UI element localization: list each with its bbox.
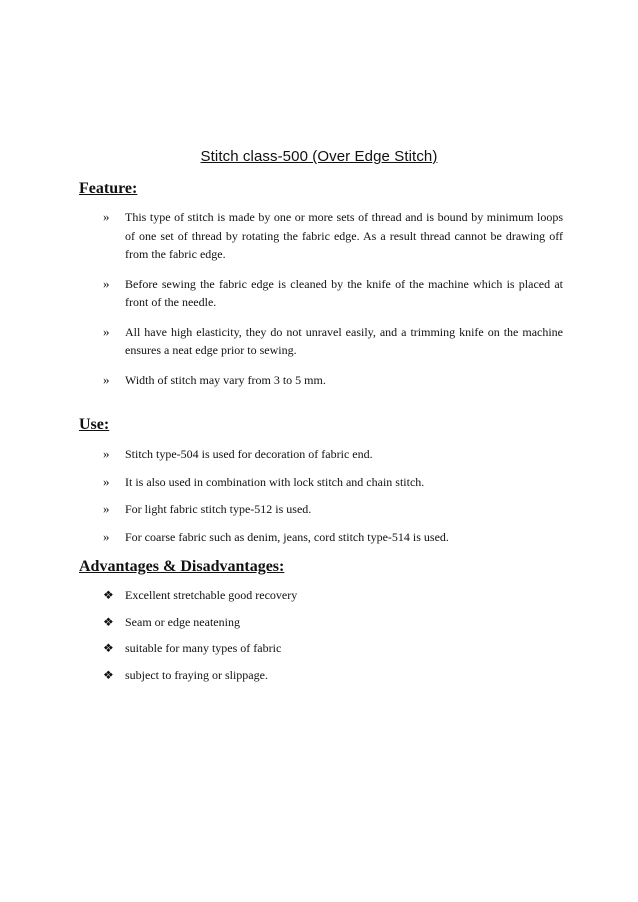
list-item — [103, 473, 563, 492]
list-item-text: This type of stitch is made by one or more sets of thread and is bound by minimum loops of one set of thread by rotating the fabric edge. As a result thread cannot be drawing off from the fabric edge. — [125, 210, 563, 261]
advantages-list — [103, 586, 563, 684]
list-item — [103, 208, 563, 264]
list-item-text: It is also used in combination with lock stitch and chain stitch. — [125, 474, 425, 489]
list-item — [103, 323, 563, 360]
chevron-right-icon: » — [103, 501, 110, 516]
use-list — [103, 445, 563, 546]
list-item-text: All have high elasticity, they do not unravel easily, and a trimming knife on the machine ensures a neat edge prior to sewing. — [125, 324, 563, 357]
feature-list — [103, 208, 563, 389]
page-title: Stitch class-500 (Over Edge Stitch) — [200, 148, 438, 165]
chevron-right-icon: » — [103, 275, 110, 291]
diamond-bullet-icon: ❖ — [103, 641, 114, 655]
list-item — [103, 666, 563, 685]
list-item — [103, 500, 563, 519]
list-item-text: subject to fraying or slippage. — [125, 667, 268, 682]
list-item-text: suitable for many types of fabric — [125, 641, 282, 655]
feature-heading: Feature: — [79, 180, 138, 197]
diamond-bullet-icon: ❖ — [103, 614, 114, 629]
chevron-right-icon: » — [103, 528, 110, 544]
chevron-right-icon: » — [103, 473, 110, 489]
list-item — [103, 639, 563, 658]
list-item — [103, 613, 563, 632]
chevron-right-icon: » — [103, 209, 110, 224]
chevron-right-icon: » — [103, 446, 110, 461]
list-item-text: For coarse fabric such as denim, jeans, cord stitch type-514 is used. — [125, 529, 449, 544]
diamond-bullet-icon: ❖ — [103, 588, 114, 602]
list-item-text: For light fabric stitch type-512 is used. — [125, 502, 312, 516]
use-heading: Use: — [79, 416, 110, 433]
chevron-right-icon: » — [103, 371, 110, 387]
list-item — [103, 528, 563, 547]
diamond-bullet-icon: ❖ — [103, 667, 114, 682]
advantages-heading: Advantages & Disadvantages: — [79, 558, 285, 575]
list-item-text: Excellent stretchable good recovery — [125, 588, 298, 602]
list-item — [103, 445, 563, 464]
list-item — [103, 586, 563, 605]
list-item-text: Before sewing the fabric edge is cleaned by the knife of the machine which is placed at front of the needle. — [125, 276, 563, 309]
chevron-right-icon: » — [103, 323, 110, 339]
list-item-text: Width of stitch may vary from 3 to 5 mm. — [125, 372, 326, 387]
list-item-text: Seam or edge neatening — [125, 614, 240, 629]
list-item-text: Stitch type-504 is used for decoration of fabric end. — [125, 447, 373, 461]
list-item — [103, 371, 563, 390]
list-item — [103, 275, 563, 312]
